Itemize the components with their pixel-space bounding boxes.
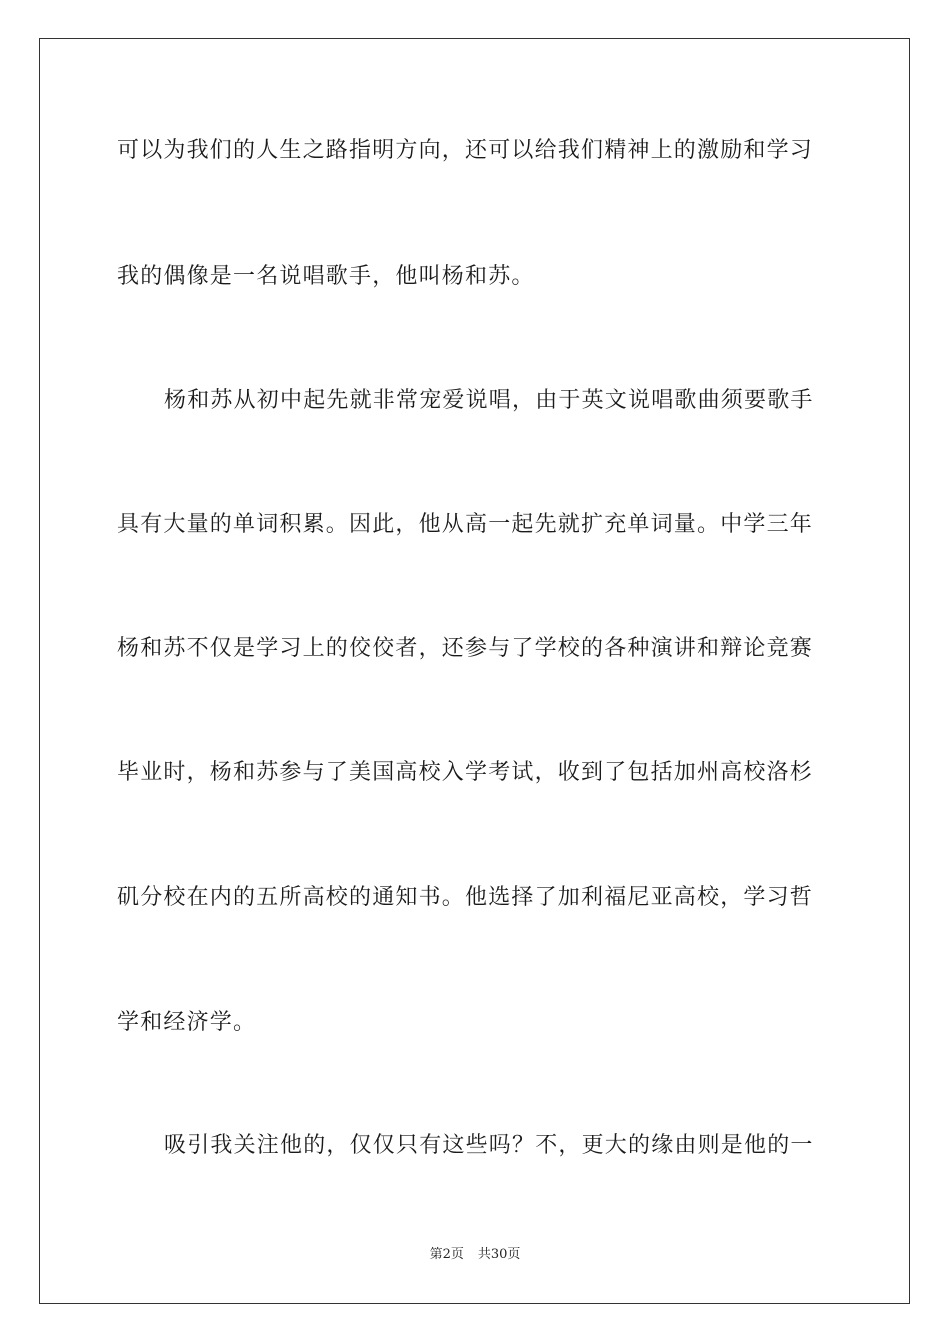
body-text-line-4: 具有大量的单词积累。因此，他从高一起先就扩充单词量。中学三年	[117, 512, 814, 537]
body-text-line-1: 可以为我们的人生之路指明方向，还可以给我们精神上的激励和学习	[117, 138, 814, 163]
page-footer	[0, 1246, 950, 1264]
page-number: 第2页	[429, 1247, 464, 1262]
page-total: 共30页	[477, 1247, 521, 1262]
page-border	[39, 38, 910, 1304]
body-text-line-5: 杨和苏不仅是学习上的佼佼者，还参与了学校的各种演讲和辩论竞赛	[117, 636, 814, 661]
body-text-line-6: 毕业时，杨和苏参与了美国高校入学考试，收到了包括加州高校洛杉	[117, 760, 814, 785]
body-text-line-7: 矶分校在内的五所高校的通知书。他选择了加利福尼亚高校，学习哲	[117, 885, 814, 910]
body-text-line-9: 吸引我关注他的，仅仅只有这些吗？不，更大的缘由则是他的一	[164, 1133, 814, 1158]
body-text-line-3: 杨和苏从初中起先就非常宠爱说唱，由于英文说唱歌曲须要歌手	[164, 388, 814, 413]
body-text-line-2: 我的偶像是一名说唱歌手，他叫杨和苏。	[117, 264, 535, 289]
body-text-line-8: 学和经济学。	[117, 1010, 257, 1035]
